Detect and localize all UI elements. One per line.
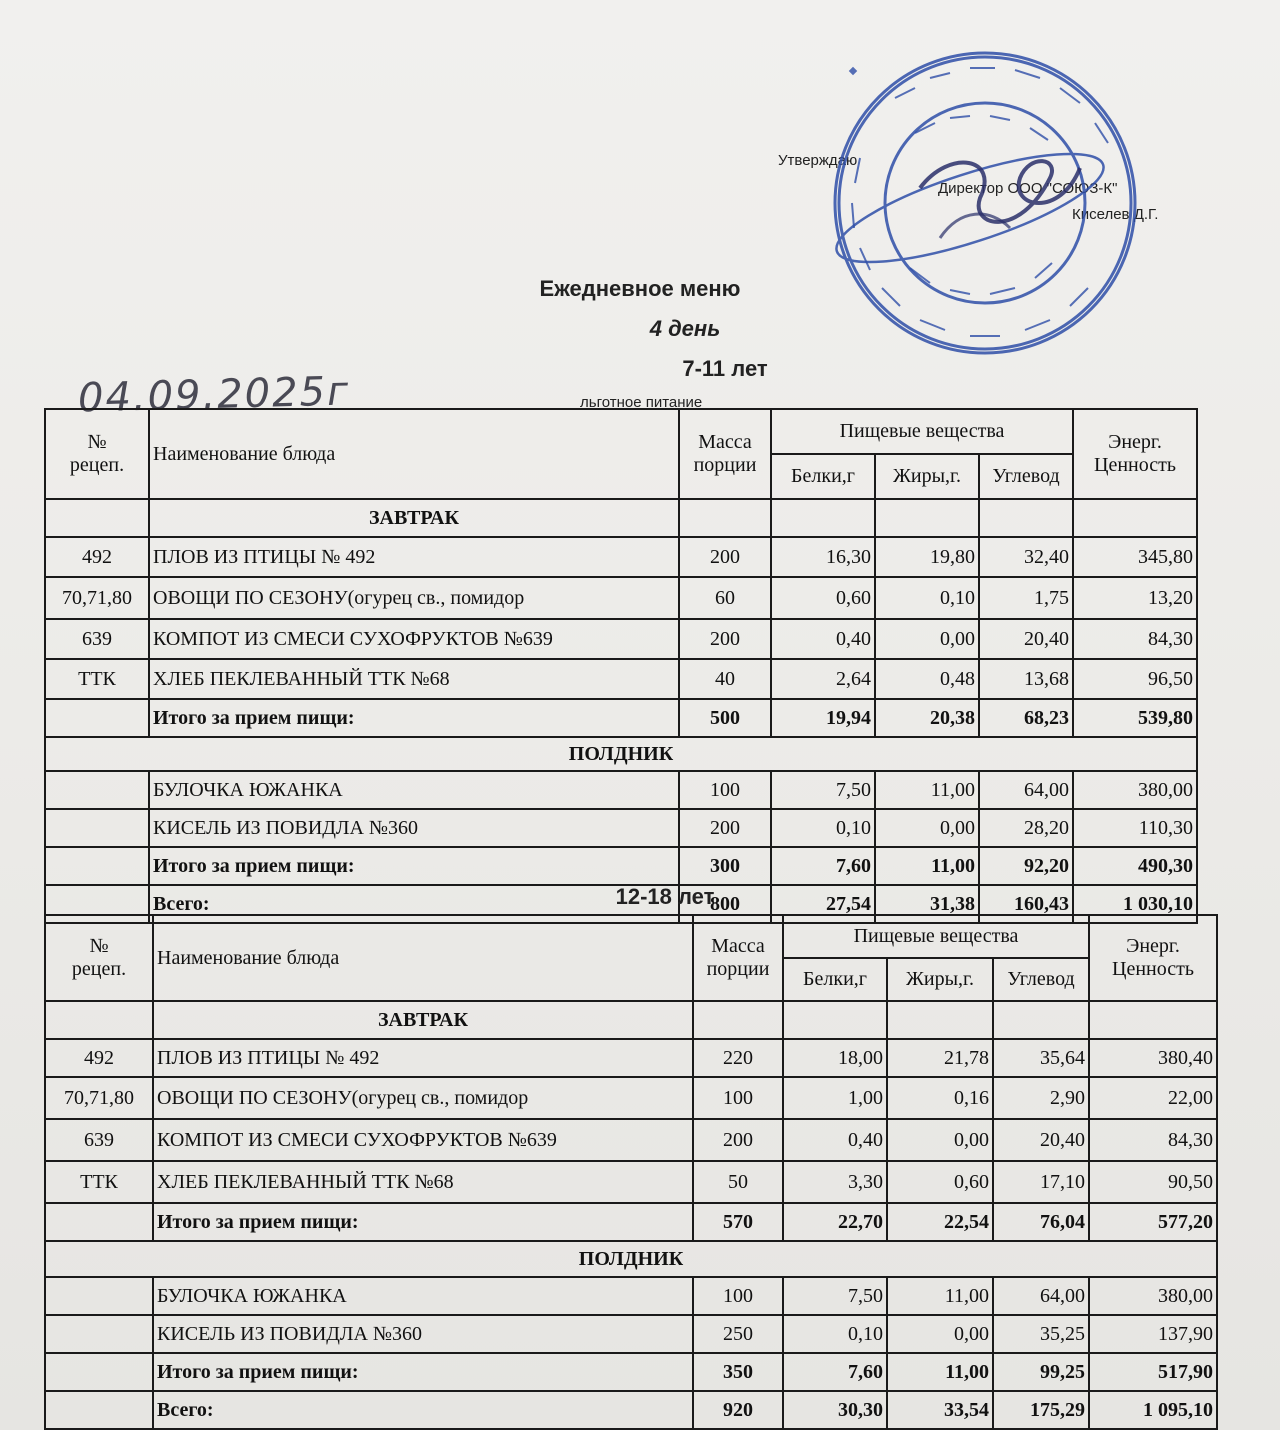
- proteins-value: 0,10: [783, 1315, 887, 1353]
- grand-total-row: [45, 1391, 1217, 1429]
- dish-name: ОВОЩИ ПО СЕЗОНУ(огурец св., помидор: [153, 1077, 693, 1119]
- mass-value: 100: [679, 771, 771, 809]
- dish-name: ХЛЕБ ПЕКЛЕВАННЫЙ ТТК №68: [153, 1161, 693, 1203]
- proteins-value: 18,00: [783, 1039, 887, 1077]
- grand-total-label: Всего:: [149, 885, 679, 923]
- grand-total-carbs: 160,43: [979, 885, 1073, 923]
- proteins-value: 16,30: [771, 537, 875, 577]
- table-row: [45, 619, 1197, 659]
- dish-name: КОМПОТ ИЗ СМЕСИ СУХОФРУКТОВ №639: [153, 1119, 693, 1161]
- grand-total-energy: 1 030,10: [1073, 885, 1197, 923]
- empty-cell: [979, 499, 1073, 537]
- fats-value: 11,00: [875, 771, 979, 809]
- benefit-note: льготное питание: [580, 394, 703, 411]
- recipe-number: 492: [45, 537, 149, 577]
- grand-total-mass: 920: [693, 1391, 783, 1429]
- dish-name: ПЛОВ ИЗ ПТИЦЫ № 492: [153, 1039, 693, 1077]
- table-row: [45, 809, 1197, 847]
- fats-value: 0,60: [887, 1161, 993, 1203]
- mass-value: 200: [679, 537, 771, 577]
- energy-value: 380,40: [1089, 1039, 1217, 1077]
- table-row: [45, 1161, 1217, 1203]
- subtotal-carbs: 68,23: [979, 699, 1073, 737]
- dish-name: КИСЕЛЬ ИЗ ПОВИДЛА №360: [153, 1315, 693, 1353]
- mass-value: 200: [679, 809, 771, 847]
- dish-name: КОМПОТ ИЗ СМЕСИ СУХОФРУКТОВ №639: [149, 619, 679, 659]
- proteins-value: 0,60: [771, 577, 875, 619]
- subtotal-label: Итого за прием пищи:: [153, 1203, 693, 1241]
- recipe-number: 492: [45, 1039, 153, 1077]
- table-row: [45, 1039, 1217, 1077]
- recipe-number: ТТК: [45, 659, 149, 699]
- fats-header: Жиры,г.: [887, 958, 993, 1001]
- energy-header: [1089, 915, 1217, 1001]
- subtotal-label: Итого за прием пищи:: [149, 699, 679, 737]
- nutrients-header: Пищевые вещества: [771, 409, 1073, 454]
- subtotal-proteins: 7,60: [771, 847, 875, 885]
- subtotal-carbs: 99,25: [993, 1353, 1089, 1391]
- energy-value: 110,30: [1073, 809, 1197, 847]
- recipe-cell: [45, 847, 149, 885]
- dish-name: ПЛОВ ИЗ ПТИЦЫ № 492: [149, 537, 679, 577]
- mass-header: [693, 915, 783, 1001]
- proteins-value: 3,30: [783, 1161, 887, 1203]
- carbs-value: 28,20: [979, 809, 1073, 847]
- mass-header-line2: порции: [706, 958, 770, 980]
- mass-header-line1: Масса: [711, 935, 765, 957]
- header-row: [45, 915, 1217, 958]
- subtotal-energy: 577,20: [1089, 1203, 1217, 1241]
- empty-cell: [1089, 1001, 1217, 1039]
- subtotal-fats: 11,00: [887, 1353, 993, 1391]
- energy-value: 380,00: [1089, 1277, 1217, 1315]
- recipe-cell: [45, 1203, 153, 1241]
- fats-value: 21,78: [887, 1039, 993, 1077]
- approve-label: Утверждаю: [778, 152, 858, 169]
- age-group-heading-2: 12-18 лет: [615, 884, 715, 909]
- recipe-number: [45, 1315, 153, 1353]
- recipe-header-label: рецеп.: [71, 958, 127, 980]
- mass-value: 60: [679, 577, 771, 619]
- mass-value: 200: [679, 619, 771, 659]
- proteins-value: 0,10: [771, 809, 875, 847]
- carbs-value: 1,75: [979, 577, 1073, 619]
- subtotal-mass: 500: [679, 699, 771, 737]
- menu-day: 4 день: [649, 316, 721, 341]
- mass-header-line1: Масса: [698, 431, 752, 453]
- fats-value: 0,00: [875, 619, 979, 659]
- dish-name: ОВОЩИ ПО СЕЗОНУ(огурец св., помидор: [149, 577, 679, 619]
- recipe-header-no: №: [87, 431, 107, 453]
- table-row: [45, 1119, 1217, 1161]
- empty-cell: [887, 1001, 993, 1039]
- energy-value: 13,20: [1073, 577, 1197, 619]
- recipe-number: [45, 809, 149, 847]
- mass-value: 100: [693, 1277, 783, 1315]
- subtotal-row: [45, 699, 1197, 737]
- dish-name-header: Наименование блюда: [149, 409, 679, 499]
- section-row: [45, 1241, 1217, 1277]
- energy-header: [1073, 409, 1197, 499]
- section-title: ЗАВТРАК: [149, 499, 679, 537]
- subtotal-mass: 300: [679, 847, 771, 885]
- fats-value: 0,10: [875, 577, 979, 619]
- carbs-value: 20,40: [979, 619, 1073, 659]
- energy-value: 84,30: [1089, 1119, 1217, 1161]
- energy-header-line2: Ценность: [1094, 454, 1176, 476]
- fats-value: 0,16: [887, 1077, 993, 1119]
- table-row: [45, 1277, 1217, 1315]
- grand-total-fats: 31,38: [875, 885, 979, 923]
- energy-value: 345,80: [1073, 537, 1197, 577]
- subtotal-row: [45, 847, 1197, 885]
- menu-table-12-18: [44, 914, 1218, 1430]
- proteins-header: Белки,г: [771, 454, 875, 499]
- recipe-number: 70,71,80: [45, 1077, 153, 1119]
- director-title: Директор ООО "СОЮЗ-К": [938, 180, 1118, 197]
- mass-header-line2: порции: [693, 454, 757, 476]
- carbs-value: 64,00: [979, 771, 1073, 809]
- proteins-value: 0,40: [771, 619, 875, 659]
- carbs-value: 20,40: [993, 1119, 1089, 1161]
- proteins-value: 1,00: [783, 1077, 887, 1119]
- proteins-value: 0,40: [783, 1119, 887, 1161]
- recipe-header-label: рецеп.: [69, 454, 125, 476]
- energy-value: 380,00: [1073, 771, 1197, 809]
- recipe-number: [45, 771, 149, 809]
- fats-value: 11,00: [887, 1277, 993, 1315]
- carbs-value: 35,25: [993, 1315, 1089, 1353]
- proteins-value: 2,64: [771, 659, 875, 699]
- mass-header: [679, 409, 771, 499]
- subtotal-carbs: 92,20: [979, 847, 1073, 885]
- table-row: [45, 537, 1197, 577]
- table-row: [45, 577, 1197, 619]
- section-row: [45, 1001, 1217, 1039]
- subtotal-energy: 539,80: [1073, 699, 1197, 737]
- grand-total-label: Всего:: [153, 1391, 693, 1429]
- recipe-number: [45, 1277, 153, 1315]
- energy-value: 137,90: [1089, 1315, 1217, 1353]
- fats-value: 19,80: [875, 537, 979, 577]
- energy-value: 90,50: [1089, 1161, 1217, 1203]
- age-group-heading: 7-11 лет: [682, 356, 768, 381]
- recipe-number: 639: [45, 1119, 153, 1161]
- carbs-value: 2,90: [993, 1077, 1089, 1119]
- dish-name: БУЛОЧКА ЮЖАНКА: [153, 1277, 693, 1315]
- empty-cell: [783, 1001, 887, 1039]
- subtotal-fats: 22,54: [887, 1203, 993, 1241]
- section-title: ПОЛДНИК: [45, 737, 1197, 771]
- carbs-value: 64,00: [993, 1277, 1089, 1315]
- empty-cell: [1073, 499, 1197, 537]
- subtotal-row: [45, 1353, 1217, 1391]
- carbs-value: 35,64: [993, 1039, 1089, 1077]
- proteins-value: 7,50: [771, 771, 875, 809]
- dish-name: ХЛЕБ ПЕКЛЕВАННЫЙ ТТК №68: [149, 659, 679, 699]
- energy-value: 96,50: [1073, 659, 1197, 699]
- table-row: [45, 659, 1197, 699]
- empty-cell: [875, 499, 979, 537]
- fats-value: 0,00: [875, 809, 979, 847]
- director-name: Киселев Д.Г.: [1072, 206, 1159, 223]
- energy-value: 84,30: [1073, 619, 1197, 659]
- recipe-cell: [45, 1353, 153, 1391]
- recipe-cell: [45, 499, 149, 537]
- recipe-cell: [45, 699, 149, 737]
- table-1-body: [45, 409, 1197, 923]
- energy-header-line2: Ценность: [1112, 958, 1194, 980]
- proteins-header: Белки,г: [783, 958, 887, 1001]
- grand-total-fats: 33,54: [887, 1391, 993, 1429]
- dish-name: КИСЕЛЬ ИЗ ПОВИДЛА №360: [149, 809, 679, 847]
- subtotal-fats: 11,00: [875, 847, 979, 885]
- mass-value: 100: [693, 1077, 783, 1119]
- mass-value: 50: [693, 1161, 783, 1203]
- grand-total-mass: 800: [679, 885, 771, 923]
- subtotal-proteins: 19,94: [771, 699, 875, 737]
- empty-cell: [993, 1001, 1089, 1039]
- section-title: ЗАВТРАК: [153, 1001, 693, 1039]
- subtotal-energy: 490,30: [1073, 847, 1197, 885]
- energy-value: 22,00: [1089, 1077, 1217, 1119]
- fats-value: 0,00: [887, 1119, 993, 1161]
- energy-header-line1: Энерг.: [1126, 935, 1180, 957]
- recipe-number: 639: [45, 619, 149, 659]
- handwritten-date: 04.09.2025г: [77, 368, 351, 422]
- mass-value: 200: [693, 1119, 783, 1161]
- menu-table-7-11: [44, 408, 1198, 924]
- empty-cell: [693, 1001, 783, 1039]
- section-title: ПОЛДНИК: [45, 1241, 1217, 1277]
- fats-value: 0,48: [875, 659, 979, 699]
- menu-title: Ежедневное меню: [539, 276, 741, 301]
- recipe-cell: [45, 1391, 153, 1429]
- grand-total-proteins: 30,30: [783, 1391, 887, 1429]
- table-2-body: [45, 915, 1217, 1429]
- table-row: [45, 1077, 1217, 1119]
- recipe-number: 70,71,80: [45, 577, 149, 619]
- empty-cell: [679, 499, 771, 537]
- carbs-value: 13,68: [979, 659, 1073, 699]
- subtotal-proteins: 7,60: [783, 1353, 887, 1391]
- subtotal-mass: 350: [693, 1353, 783, 1391]
- table-row: [45, 1315, 1217, 1353]
- fats-value: 0,00: [887, 1315, 993, 1353]
- subtotal-label: Итого за прием пищи:: [149, 847, 679, 885]
- carbs-header: Углевод: [993, 958, 1089, 1001]
- fats-header: Жиры,г.: [875, 454, 979, 499]
- nutrients-header: Пищевые вещества: [783, 915, 1089, 958]
- mass-value: 250: [693, 1315, 783, 1353]
- proteins-value: 7,50: [783, 1277, 887, 1315]
- grand-total-proteins: 27,54: [771, 885, 875, 923]
- energy-header-line1: Энерг.: [1108, 431, 1162, 453]
- section-row: [45, 499, 1197, 537]
- section-row: [45, 737, 1197, 771]
- table-row: [45, 771, 1197, 809]
- dish-name: БУЛОЧКА ЮЖАНКА: [149, 771, 679, 809]
- recipe-header: [45, 915, 153, 1001]
- recipe-header: [45, 409, 149, 499]
- carbs-header: Углевод: [979, 454, 1073, 499]
- header-row: [45, 409, 1197, 454]
- grand-total-carbs: 175,29: [993, 1391, 1089, 1429]
- subtotal-carbs: 76,04: [993, 1203, 1089, 1241]
- recipe-header-no: №: [89, 935, 109, 957]
- subtotal-label: Итого за прием пищи:: [153, 1353, 693, 1391]
- carbs-value: 17,10: [993, 1161, 1089, 1203]
- carbs-value: 32,40: [979, 537, 1073, 577]
- recipe-cell: [45, 1001, 153, 1039]
- empty-cell: [771, 499, 875, 537]
- grand-total-energy: 1 095,10: [1089, 1391, 1217, 1429]
- mass-value: 220: [693, 1039, 783, 1077]
- subtotal-mass: 570: [693, 1203, 783, 1241]
- recipe-number: ТТК: [45, 1161, 153, 1203]
- subtotal-energy: 517,90: [1089, 1353, 1217, 1391]
- subtotal-row: [45, 1203, 1217, 1241]
- dish-name-header: Наименование блюда: [153, 915, 693, 1001]
- subtotal-proteins: 22,70: [783, 1203, 887, 1241]
- subtotal-fats: 20,38: [875, 699, 979, 737]
- mass-value: 40: [679, 659, 771, 699]
